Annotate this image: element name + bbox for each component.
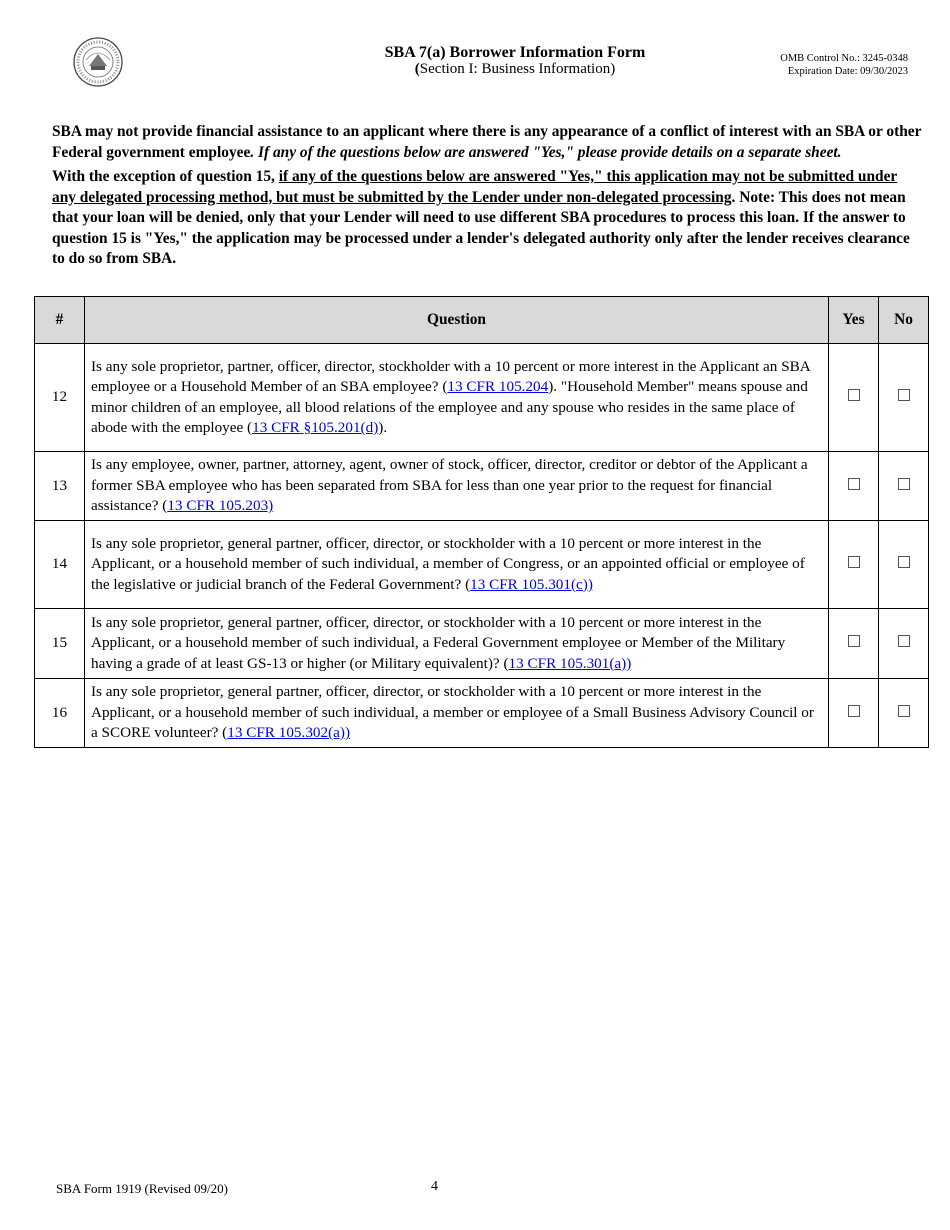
no-cell [879,344,929,452]
question-row-15 [35,609,929,679]
yes-checkbox[interactable] [848,478,860,490]
question-text: Is any employee, owner, partner, attorney, agent, owner of stock, officer, director, creditor or debtor of the Applicant a former SBA employee who has been separated from SBA for less than one year prior to the request for financial assistance? (13 CFR 105.203) [85,452,829,521]
question-text: Is any sole proprietor, general partner, officer, director, or stockholder with a 10 percent or more interest in the Applicant, or a household member of such individual, a member or employee of a Small Business Advisory Council or a SCORE volunteer? (13 CFR 105.302(a)) [85,679,829,748]
no-checkbox[interactable] [898,389,910,401]
no-checkbox[interactable] [898,556,910,568]
question-text: Is any sole proprietor, general partner, officer, director, or stockholder with a 10 percent or more interest in the Applicant, or a household member of such individual, a Federal Government employee or Member of the Military having a grade of at least GS-13 or higher (or Military equivalent)? (13 CFR 105.301(a)) [85,609,829,679]
yes-cell [829,679,879,748]
form-subtitle: (Section I: Business Information) [414,61,616,77]
question-row-14 [35,521,929,609]
yes-checkbox[interactable] [848,635,860,647]
question-row-12 [35,344,929,452]
form-header [300,44,730,78]
yes-cell [829,344,879,452]
question-number: 15 [35,609,85,679]
question-row-13 [35,452,929,521]
no-cell [879,521,929,609]
instruction-conflict: SBA may not provide financial assistance to an applicant where there is any appearance of a conflict of interest with an SBA or other Federal government employee. If any of the questions below are answered "Yes," please provide details on a separate sheet. [52,123,922,161]
question-text: Is any sole proprietor, partner, officer, director, stockholder with a 10 percent or more interest in the Applicant an SBA employee or a Household Member of an SBA employee? (13 CFR 105.204). "Household Member" means spouse and minor children of an employee, all blood relations of the employee and any spouse who resides in the same place of abode with the employee (13 CFR §105.201(d)). [85,344,829,452]
expiration-date: Expiration Date: 09/30/2023 [787,66,908,77]
no-cell [879,609,929,679]
yes-checkbox[interactable] [848,705,860,717]
cfr-link[interactable]: 13 CFR 105.204 [447,378,549,395]
page-number: 4 [431,1179,438,1194]
cfr-link[interactable]: 13 CFR 105.301(c)) [470,575,593,593]
col-header-question: Question [85,297,829,344]
yes-cell [829,609,879,679]
questions-table [34,296,929,748]
no-checkbox[interactable] [898,635,910,647]
yes-cell [829,452,879,521]
no-cell [879,679,929,748]
yes-cell [829,521,879,609]
cfr-link[interactable]: 13 CFR 105.302(a)) [227,724,351,742]
no-cell [879,452,929,521]
instructions [52,122,922,274]
form-id-footer: SBA Form 1919 (Revised 09/20) [56,1181,228,1196]
cfr-link[interactable]: 13 CFR 105.301(a)) [508,654,632,672]
question-row-16 [35,679,929,748]
question-text: Is any sole proprietor, general partner, officer, director, or stockholder with a 10 percent or more interest in the Applicant, or a household member of such individual, a member of Congress, or an appointed official or employee of the legislative or judicial branch of the Federal Government? (13 CFR 105.301(c)) [85,521,829,609]
no-checkbox[interactable] [898,705,910,717]
question-number: 14 [35,521,85,609]
no-checkbox[interactable] [898,478,910,490]
yes-checkbox[interactable] [848,389,860,401]
col-header-number: # [35,297,85,344]
cfr-link[interactable]: 13 CFR §105.201(d) [252,419,379,436]
cfr-link[interactable]: 13 CFR 105.203) [167,497,274,515]
omb-control-number: OMB Control No.: 3245-0348 [780,53,908,64]
table-header-row [35,297,929,344]
yes-checkbox[interactable] [848,556,860,568]
sba-seal-logo [72,36,124,88]
question-number: 13 [35,452,85,521]
question-number: 12 [35,344,85,452]
col-header-no: No [879,297,929,344]
instruction-delegated: With the exception of question 15, if any of the questions below are answered "Yes," this application may not be submitted under any delegated processing method, but must be submitted by the Lender under non-delegated processing. Note: This does not mean that your loan will be denied, only that your Lender will need to use different SBA procedures to process this loan. If the answer to question 15 is "Yes," the application may be processed under a lender's delegated authority only after the lender receives clearance to do so from SBA. [52,168,910,267]
col-header-yes: Yes [829,297,879,344]
form-title: SBA 7(a) Borrower Information Form [384,44,646,61]
omb-info [780,52,908,78]
question-number: 16 [35,679,85,748]
